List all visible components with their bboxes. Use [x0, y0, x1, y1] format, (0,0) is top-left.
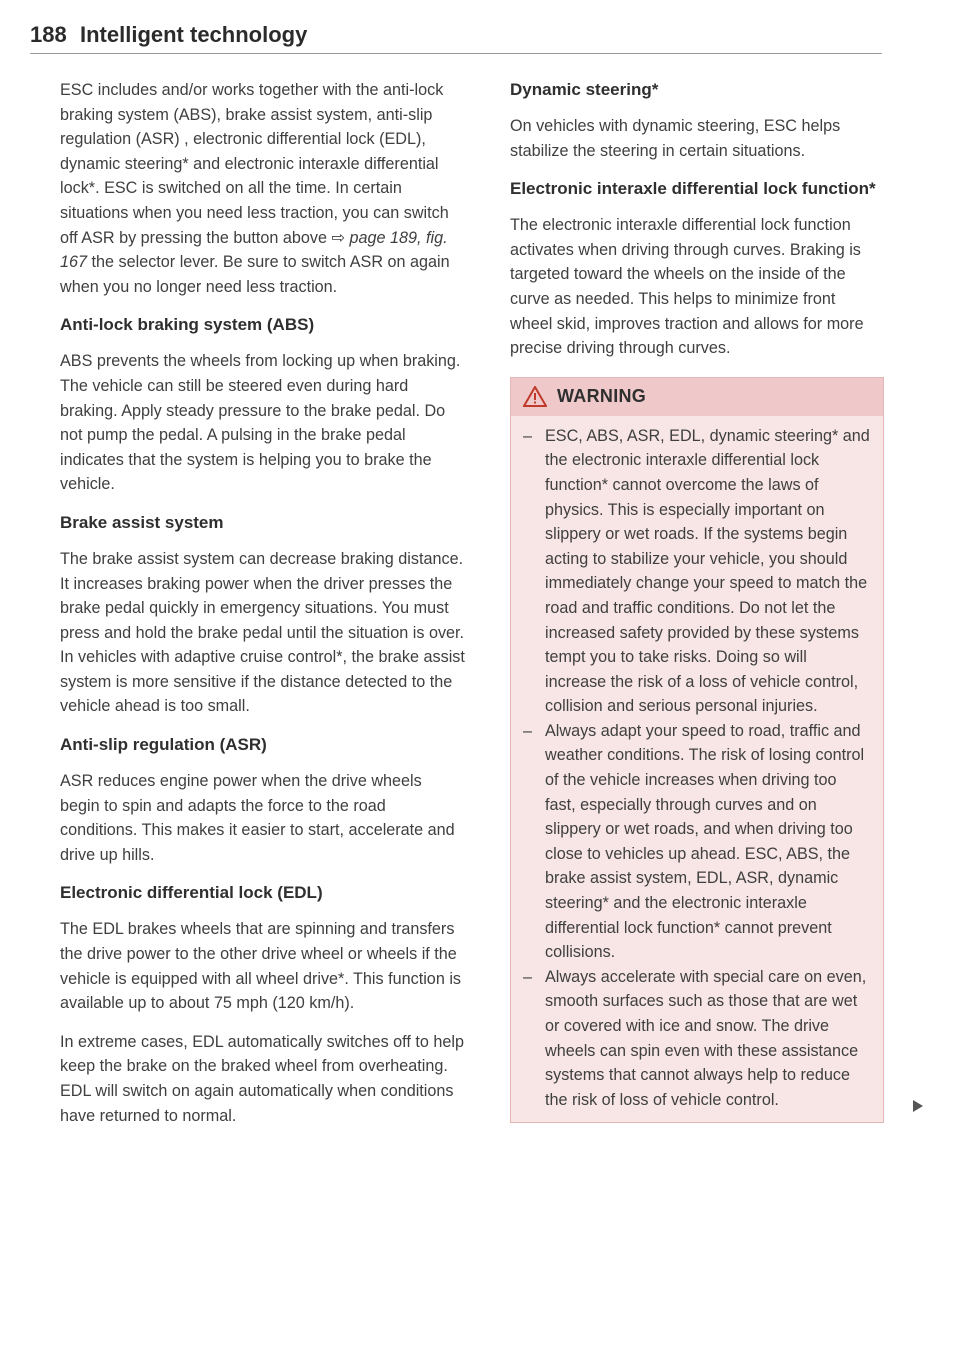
interaxle-lock-heading: Electronic interaxle differential lock function* [510, 179, 876, 199]
warning-title: WARNING [557, 386, 647, 407]
dynamic-steering-heading: Dynamic steering* [510, 80, 659, 99]
intro-paragraph [60, 78, 465, 299]
page-reference-link[interactable]: ⇨ page 189, fig. 167 [60, 228, 448, 272]
warning-item: – Always accelerate with special care on even, smooth surfaces such as those that are wet or covered with ice and snow. The drive wheels can spin even with these assistance systems that cannot always help to reduce the risk of loss of vehicle control. [523, 965, 871, 1113]
edl-paragraph-2: In extreme cases, EDL automatically switches off to help keep the brake on the braked wheel from overheating. EDL will switch on again automatically when conditions have returned to normal. [60, 1032, 464, 1125]
brake-assist-paragraph: The brake assist system can decrease braking distance. It increases braking power when the driver presses the brake pedal quickly in emergency situations. You must press and hold the brake pedal until the situation is over. In vehicles with adaptive cruise control*, the brake assist system is more sensitive if the distance detected to the vehicle ahead is too small. [60, 549, 465, 716]
warning-item: – Always adapt your speed to road, traffic and weather conditions. The risk of losing control of the vehicle increases when driving too fast, especially through curves and on slippery or wet roads, and when driving too close to vehicles up ahead. ESC, ABS, the brake assist system, EDL, ASR, dynamic steering* and the electronic interaxle differential lock function* cannot prevent collisions. [523, 719, 871, 965]
warning-list [511, 416, 883, 1123]
warning-box [510, 377, 884, 1124]
asr-paragraph: ASR reduces engine power when the drive wheels begin to spin and adapts the force to the road conditions. This makes it easier to start, accelerate and drive up hills. [60, 772, 455, 864]
warning-triangle-icon [523, 386, 547, 407]
interaxle-lock-paragraph: The electronic interaxle differential lock function activates when driving through curves. Braking is targeted toward the wheels on the inside of the curve as needed. This helps to minimize front wheel skid, improves traction and allows for more precise driving through curves. [510, 216, 864, 358]
dynamic-steering-paragraph: On vehicles with dynamic steering, ESC helps stabilize the steering in certain situations. [510, 117, 841, 160]
abs-paragraph: ABS prevents the wheels from locking up when braking. The vehicle can still be steered even during hard braking. Apply steady pressure to the brake pedal. Do not pump the pedal. A pulsing in the brake pedal indicates that the system is helping you to brake the vehicle. [60, 352, 461, 494]
right-column [510, 78, 882, 1123]
section-title: Intelligent technology [80, 22, 308, 47]
asr-heading: Anti-slip regulation (ASR) [60, 735, 267, 755]
edl-paragraph-1: The EDL brakes wheels that are spinning and transfers the drive power to the other drive wheel or wheels if the vehicle is equipped with all wheel drive*. This function is available up to about 75 mph (120 km/h). [60, 920, 462, 1013]
header-rule [30, 53, 882, 54]
page-number: 188 [30, 22, 67, 47]
continue-arrow-icon [913, 1100, 923, 1112]
warning-item: – ESC, ABS, ASR, EDL, dynamic steering* and the electronic interaxle differential lock function* cannot overcome the laws of physics. This is especially important on slippery or wet roads. If the systems begin acting to stabilize your vehicle, you should immediately change your speed to match the road and traffic conditions. Do not let the increased safety provided by these systems tempt you to take risks. Doing so will increase the risk of a loss of vehicle control, collision and serious personal injuries. [523, 424, 871, 719]
intro-text-b: the selector lever. Be sure to switch ASR on again when you no longer need less traction. [60, 253, 450, 296]
edl-heading: Electronic differential lock (EDL) [60, 883, 323, 903]
warning-header [511, 378, 883, 416]
left-column [60, 78, 465, 1142]
intro-text-a: ESC includes and/or works together with the anti-lock braking system (ABS), brake assist system, anti-slip regulation (ASR) , electronic differential lock (EDL), dynamic steering* and electronic interaxle differential lock*. ESC is switched on all the time. In certain situations when you need less traction, you can switch off ASR by pressing the button above [60, 81, 449, 247]
abs-heading: Anti-lock braking system (ABS) [60, 315, 315, 335]
brake-assist-heading: Brake assist system [60, 512, 224, 532]
page-header [30, 22, 880, 54]
